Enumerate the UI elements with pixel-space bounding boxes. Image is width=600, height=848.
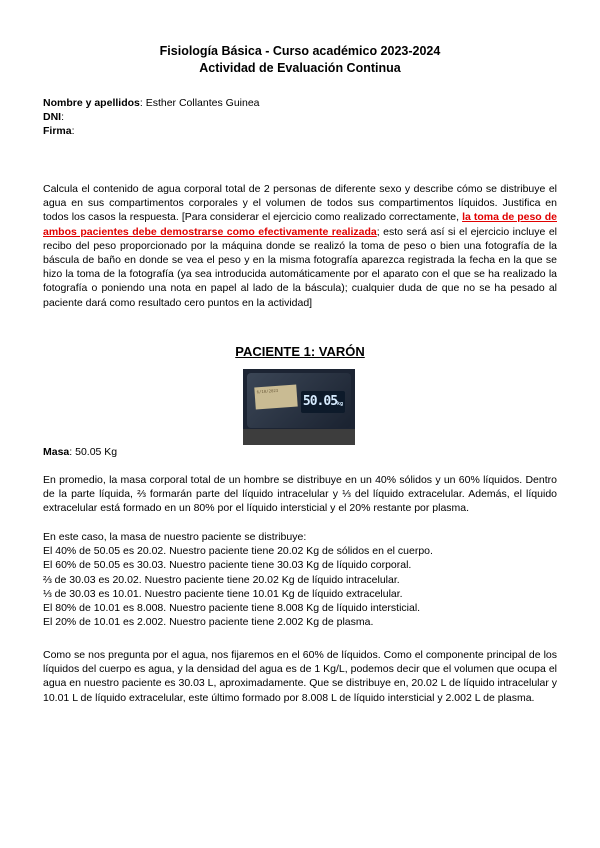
- dni-value: :: [61, 111, 65, 123]
- scale-display-unit: kg: [337, 401, 344, 407]
- scale-display: [301, 391, 345, 413]
- name-label: Nombre y apellidos: [43, 97, 140, 109]
- document-subtitle: Actividad de Evaluación Continua: [199, 61, 401, 75]
- mass-value: : 50.05 Kg: [69, 446, 118, 458]
- student-name-row: [43, 96, 260, 110]
- dni-label: DNI: [43, 111, 62, 123]
- student-dni-row: [43, 110, 64, 124]
- mass-label: Masa: [43, 446, 70, 458]
- instructions-highlight: la toma de peso de ambos pacientes debe demostrarse como efectivamente realizada: [43, 211, 557, 238]
- distribution-line: ⅔ de 30.03 es 20.02. Nuestro paciente tiene 20.02 Kg de líquido intracelular.: [43, 573, 400, 586]
- firma-label: Firma: [43, 125, 72, 137]
- scale-display-value: 50.05: [302, 394, 338, 409]
- instructions-paragraph: [43, 182, 557, 310]
- firma-value: :: [71, 125, 75, 137]
- patient1-heading: PACIENTE 1: VARÓN: [235, 344, 365, 359]
- distribution-line: El 20% de 10.01 es 2.002. Nuestro paciente tiene 2.002 Kg de plasma.: [43, 616, 374, 629]
- student-signature-row: [43, 124, 75, 138]
- water-volume-paragraph: Como se nos pregunta por el agua, nos fijaremos en el 60% de líquidos. Como el componente principal de los líquidos del cuerpo es agua, y la densidad del agua es de 1 Kg/L, podemos decir que el volumen que ocupa el agua en nuestro paciente es 30.03 L, aproximadamente. Que se distribuye en, 20.02 L de líquido intracelular y 10.01 L de líquido extracelular, este último formado por 8.008 L de líquido intersticial y 2.002 L de plasma.: [43, 649, 557, 704]
- scale-date-note: 6/10/2023: [254, 385, 297, 410]
- distribution-line: El 40% de 50.05 es 20.02. Nuestro paciente tiene 20.02 Kg de sólidos en el cuerpo.: [43, 545, 433, 558]
- mass-row: [43, 446, 117, 458]
- instructions-part2: ; esto será así si el ejercicio incluye el recibo del peso proporcionado por la máquina donde se realizó la toma de peso o bien una fotografía de la báscula de baño en donde se vea el peso y en la misma fotografía aparezca registrada la fecha en la que se hizo la toma de la fotografía (ya sea introducida automáticamente por el aparato con el que se ha realizado la fotografía o poniendo una nota en papel al lado de la báscula); cualquier duda de que no se ha pesado al paciente dará como resultado cero puntos en la actividad]: [43, 225, 557, 309]
- scale-base: [243, 429, 355, 445]
- distribution-line: El 60% de 50.05 es 30.03. Nuestro paciente tiene 30.03 Kg de líquido corporal.: [43, 559, 412, 572]
- distribution-line: ⅓ de 30.03 es 10.01. Nuestro paciente tiene 10.01 Kg de líquido extracelular.: [43, 587, 403, 600]
- instructions-part1: Calcula el contenido de agua corporal total de 2 personas de diferente sexo y describe cómo se distribuye el agua en sus compartimentos corporales y el volumen de todos sus compartimentos líquidos. Justifica en todos los casos la respuesta. [Para considerar el ejercicio como realizado correctamente,: [43, 183, 557, 224]
- name-value: : Esther Collantes Guinea: [139, 97, 260, 109]
- distribution-list: [43, 530, 557, 629]
- document-title: Fisiología Básica - Curso académico 2023-2024: [159, 44, 441, 58]
- distribution-intro: En este caso, la masa de nuestro paciente se distribuye:: [43, 531, 307, 543]
- scale-photo: [243, 369, 355, 445]
- average-distribution-paragraph: En promedio, la masa corporal total de un hombre se distribuye en un 40% sólidos y un 60% líquidos. Dentro de la parte líquida, ⅔ formarán parte del líquido intracelular y ⅓ del líquido extracelular. Además, el líquido extracelular está formado en un 80% por el líquido intersticial y el 20% restante por plasma.: [43, 474, 557, 515]
- distribution-line: El 80% de 10.01 es 8.008. Nuestro paciente tiene 8.008 Kg de líquido intersticial.: [43, 602, 421, 615]
